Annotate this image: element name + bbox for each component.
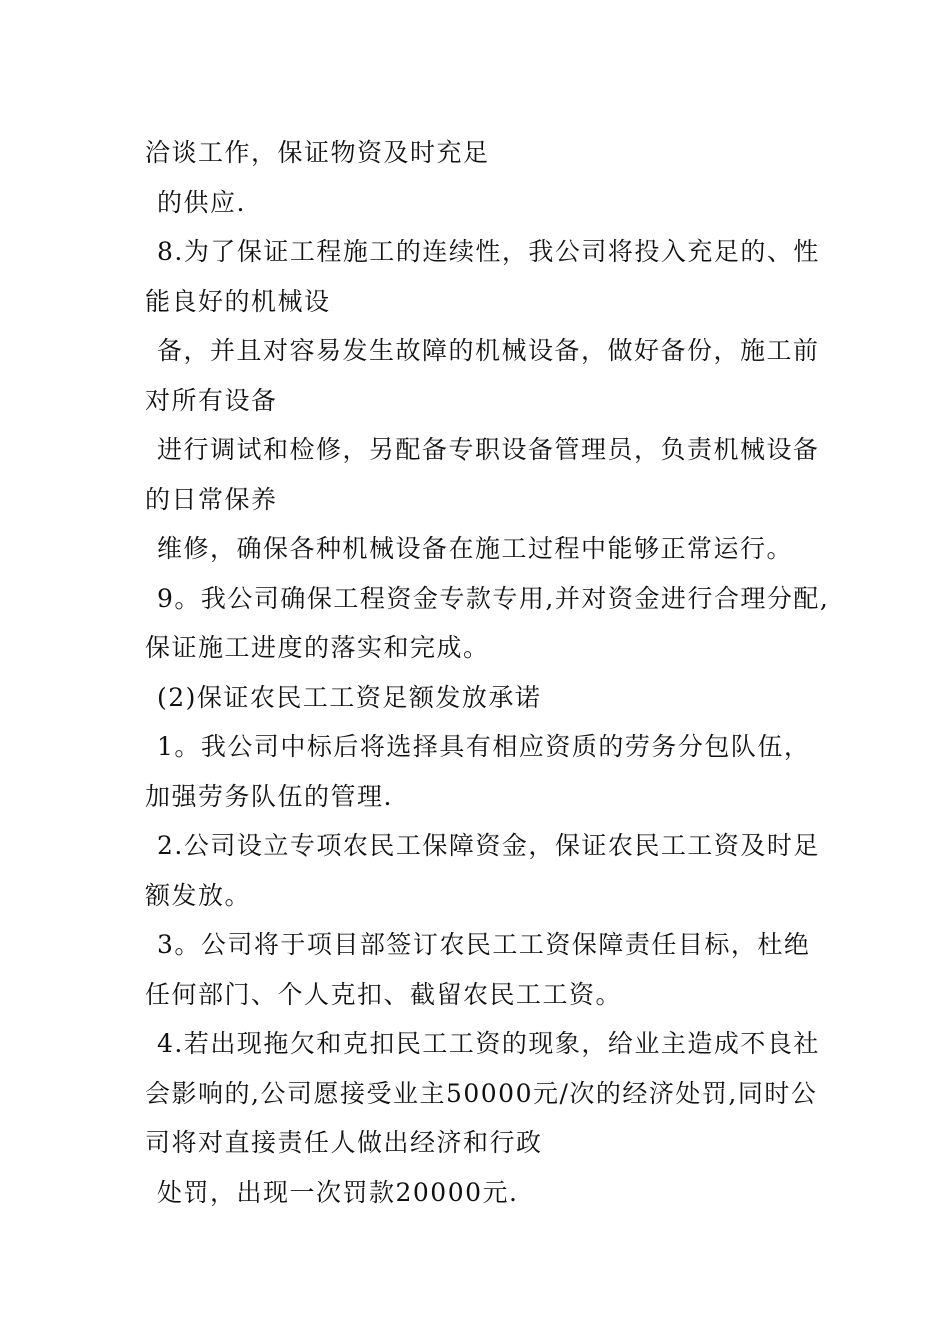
text-line: 维修，确保各种机械设备在施工过程中能够正常运行。 [157, 534, 794, 563]
text-line: 会影响的,公司愿接受业主50000元/次的经济处罚,同时公 [145, 1078, 818, 1108]
text-line: 的供应. [157, 187, 246, 217]
text-line: 2.公司设立专项农民工保障资金，保证农民工工资及时足 [157, 831, 820, 860]
text-line: 能良好的机械设 [145, 286, 331, 316]
text-line: 处罚，出现一次罚款20000元. [157, 1177, 519, 1207]
text-line: 的日常保养 [145, 484, 278, 514]
text-line: 4.若出现拖欠和克扣民工工资的现象，给业主造成不良社 [157, 1029, 820, 1058]
text-line: 3。公司将于项目部签订农民工工资保障责任目标，杜绝 [157, 930, 811, 959]
text-line: 额发放。 [145, 880, 252, 910]
text-line: 洽谈工作，保证物资及时充足 [145, 138, 490, 167]
text-line: 进行调试和检修，另配备专职设备管理员，负责机械设备 [157, 435, 820, 464]
text-line: 备，并且对容易发生故障的机械设备，做好备份，施工前 [157, 336, 820, 365]
document-body [145, 128, 830, 1217]
text-line: 任何部门、个人克扣、截留农民工工资。 [145, 979, 623, 1009]
text-line: 保证施工进度的落实和完成。 [145, 633, 490, 662]
text-line: 对所有设备 [145, 385, 278, 415]
text-line: 1。我公司中标后将选择具有相应资质的劳务分包队伍， [157, 732, 811, 761]
text-line: 加强劳务队伍的管理. [145, 781, 393, 811]
text-line: 司将对直接责任人做出经济和行政 [145, 1128, 543, 1157]
text-line: (2)保证农民工工资足额发放承诺 [157, 682, 542, 712]
text-line: 9。我公司确保工程资金专款专用,并对资金进行合理分配, [157, 583, 830, 613]
text-line: 8.为了保证工程施工的连续性，我公司将投入充足的、性 [157, 237, 820, 266]
